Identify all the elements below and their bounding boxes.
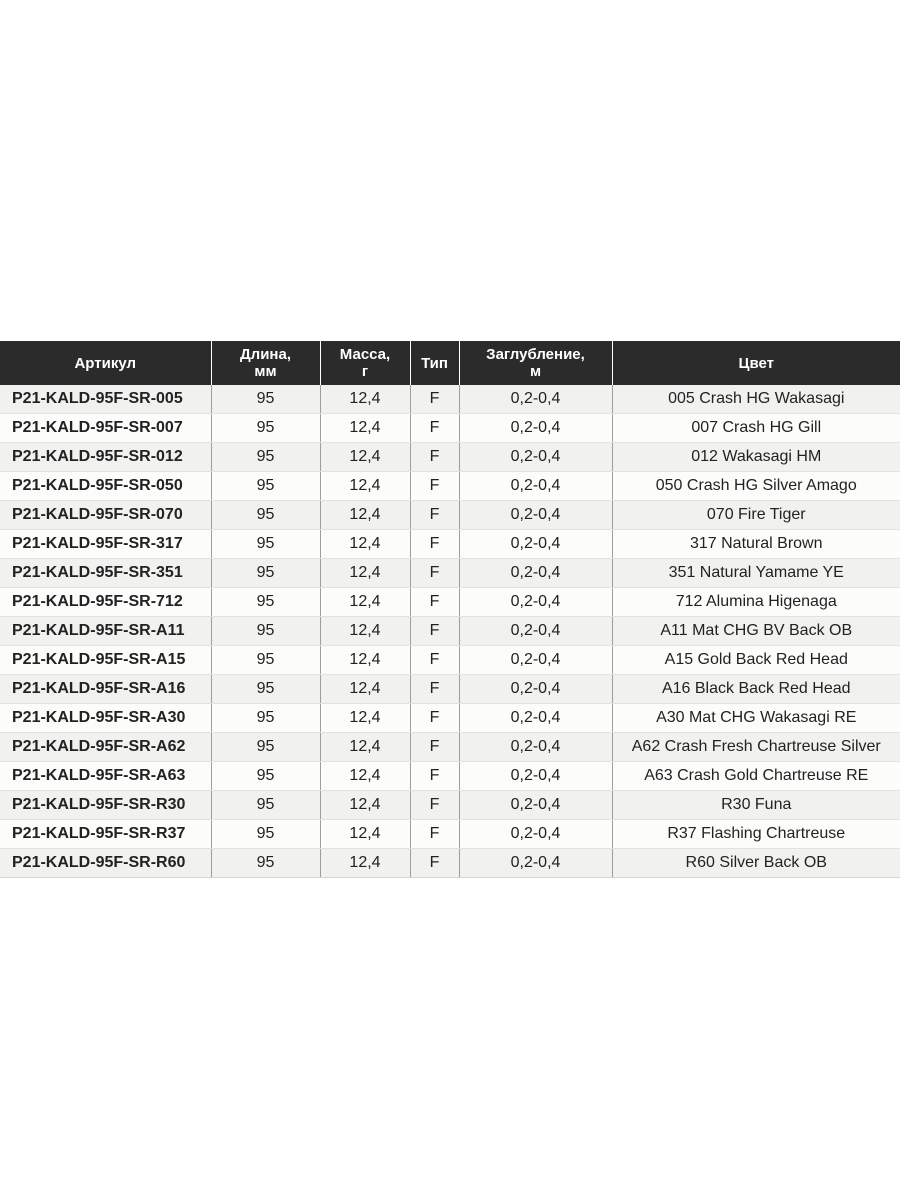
cell-mass: 12,4 [320, 704, 410, 733]
cell-length: 95 [211, 414, 320, 443]
cell-mass: 12,4 [320, 849, 410, 878]
cell-color: A11 Mat CHG BV Back OB [612, 617, 900, 646]
cell-type: F [410, 530, 459, 559]
cell-mass: 12,4 [320, 530, 410, 559]
cell-length: 95 [211, 385, 320, 414]
header-color-label: Цвет [738, 354, 774, 372]
table-row [0, 820, 900, 849]
cell-mass: 12,4 [320, 762, 410, 791]
cell-mass: 12,4 [320, 617, 410, 646]
table-row [0, 530, 900, 559]
cell-article: P21-KALD-95F-SR-A63 [0, 762, 211, 791]
cell-article: P21-KALD-95F-SR-A15 [0, 646, 211, 675]
cell-depth: 0,2-0,4 [459, 675, 612, 704]
cell-length: 95 [211, 733, 320, 762]
cell-type: F [410, 704, 459, 733]
header-depth-unit: м [529, 363, 542, 380]
cell-depth: 0,2-0,4 [459, 762, 612, 791]
cell-article: P21-KALD-95F-SR-A30 [0, 704, 211, 733]
cell-mass: 12,4 [320, 443, 410, 472]
cell-length: 95 [211, 849, 320, 878]
cell-color: A63 Crash Gold Chartreuse RE [612, 762, 900, 791]
cell-length: 95 [211, 472, 320, 501]
cell-article: P21-KALD-95F-SR-012 [0, 443, 211, 472]
cell-length: 95 [211, 675, 320, 704]
header-depth [459, 341, 612, 385]
cell-length: 95 [211, 646, 320, 675]
header-article [0, 341, 211, 385]
cell-mass: 12,4 [320, 588, 410, 617]
cell-depth: 0,2-0,4 [459, 588, 612, 617]
cell-color: A30 Mat CHG Wakasagi RE [612, 704, 900, 733]
cell-type: F [410, 820, 459, 849]
cell-depth: 0,2-0,4 [459, 501, 612, 530]
cell-color: 317 Natural Brown [612, 530, 900, 559]
cell-article: P21-KALD-95F-SR-R37 [0, 820, 211, 849]
cell-article: P21-KALD-95F-SR-351 [0, 559, 211, 588]
cell-article: P21-KALD-95F-SR-007 [0, 414, 211, 443]
cell-type: F [410, 501, 459, 530]
cell-mass: 12,4 [320, 559, 410, 588]
header-length [211, 341, 320, 385]
cell-depth: 0,2-0,4 [459, 849, 612, 878]
cell-mass: 12,4 [320, 733, 410, 762]
table-row [0, 385, 900, 414]
cell-length: 95 [211, 501, 320, 530]
cell-article: P21-KALD-95F-SR-712 [0, 588, 211, 617]
cell-color: 012 Wakasagi HM [612, 443, 900, 472]
cell-mass: 12,4 [320, 472, 410, 501]
table-row [0, 588, 900, 617]
cell-mass: 12,4 [320, 385, 410, 414]
cell-article: P21-KALD-95F-SR-A16 [0, 675, 211, 704]
cell-type: F [410, 733, 459, 762]
cell-color: 050 Crash HG Silver Amago [612, 472, 900, 501]
cell-article: P21-KALD-95F-SR-317 [0, 530, 211, 559]
cell-type: F [410, 675, 459, 704]
cell-length: 95 [211, 617, 320, 646]
cell-article: P21-KALD-95F-SR-R60 [0, 849, 211, 878]
cell-color: A62 Crash Fresh Chartreuse Silver [612, 733, 900, 762]
cell-mass: 12,4 [320, 414, 410, 443]
cell-type: F [410, 414, 459, 443]
header-mass-label: Масса, [339, 346, 391, 363]
cell-type: F [410, 762, 459, 791]
cell-length: 95 [211, 559, 320, 588]
cell-color: R60 Silver Back OB [612, 849, 900, 878]
cell-depth: 0,2-0,4 [459, 733, 612, 762]
cell-article: P21-KALD-95F-SR-070 [0, 501, 211, 530]
cell-mass: 12,4 [320, 646, 410, 675]
cell-depth: 0,2-0,4 [459, 820, 612, 849]
table-row [0, 559, 900, 588]
header-length-label: Длина, [239, 346, 291, 363]
table-row [0, 414, 900, 443]
cell-color: 005 Crash HG Wakasagi [612, 385, 900, 414]
cell-type: F [410, 646, 459, 675]
cell-color: R37 Flashing Chartreuse [612, 820, 900, 849]
table-row [0, 675, 900, 704]
cell-depth: 0,2-0,4 [459, 559, 612, 588]
cell-article: P21-KALD-95F-SR-R30 [0, 791, 211, 820]
cell-color: A16 Black Back Red Head [612, 675, 900, 704]
cell-type: F [410, 849, 459, 878]
cell-mass: 12,4 [320, 791, 410, 820]
cell-color: 007 Crash HG Gill [612, 414, 900, 443]
cell-mass: 12,4 [320, 675, 410, 704]
cell-article: P21-KALD-95F-SR-050 [0, 472, 211, 501]
table-row [0, 762, 900, 791]
table-body [0, 385, 900, 878]
table-row [0, 704, 900, 733]
cell-type: F [410, 617, 459, 646]
header-type [410, 341, 459, 385]
cell-mass: 12,4 [320, 501, 410, 530]
header-mass-unit: г [361, 363, 369, 380]
cell-color: 712 Alumina Higenaga [612, 588, 900, 617]
cell-length: 95 [211, 443, 320, 472]
cell-depth: 0,2-0,4 [459, 414, 612, 443]
header-color [612, 341, 900, 385]
cell-length: 95 [211, 762, 320, 791]
cell-length: 95 [211, 588, 320, 617]
cell-color: 070 Fire Tiger [612, 501, 900, 530]
cell-article: P21-KALD-95F-SR-005 [0, 385, 211, 414]
cell-type: F [410, 791, 459, 820]
cell-color: A15 Gold Back Red Head [612, 646, 900, 675]
cell-depth: 0,2-0,4 [459, 704, 612, 733]
cell-type: F [410, 588, 459, 617]
table-row [0, 472, 900, 501]
cell-length: 95 [211, 704, 320, 733]
header-mass [320, 341, 410, 385]
cell-color: R30 Funa [612, 791, 900, 820]
cell-article: P21-KALD-95F-SR-A11 [0, 617, 211, 646]
cell-type: F [410, 559, 459, 588]
table-row [0, 849, 900, 878]
cell-type: F [410, 443, 459, 472]
table-row [0, 617, 900, 646]
cell-mass: 12,4 [320, 820, 410, 849]
cell-depth: 0,2-0,4 [459, 530, 612, 559]
header-length-unit: мм [254, 363, 277, 380]
cell-length: 95 [211, 791, 320, 820]
cell-depth: 0,2-0,4 [459, 385, 612, 414]
header-depth-label: Заглубление, [486, 346, 585, 363]
table-row [0, 733, 900, 762]
header-article-label: Артикул [74, 354, 137, 372]
cell-type: F [410, 472, 459, 501]
table-row [0, 443, 900, 472]
table-header-row [0, 341, 900, 385]
table-row [0, 646, 900, 675]
cell-type: F [410, 385, 459, 414]
header-type-label: Тип [421, 354, 448, 372]
cell-depth: 0,2-0,4 [459, 617, 612, 646]
cell-depth: 0,2-0,4 [459, 443, 612, 472]
cell-article: P21-KALD-95F-SR-A62 [0, 733, 211, 762]
cell-length: 95 [211, 530, 320, 559]
cell-depth: 0,2-0,4 [459, 472, 612, 501]
table-row [0, 791, 900, 820]
product-spec-table [0, 341, 900, 878]
cell-depth: 0,2-0,4 [459, 791, 612, 820]
cell-depth: 0,2-0,4 [459, 646, 612, 675]
table-row [0, 501, 900, 530]
cell-length: 95 [211, 820, 320, 849]
cell-color: 351 Natural Yamame YE [612, 559, 900, 588]
